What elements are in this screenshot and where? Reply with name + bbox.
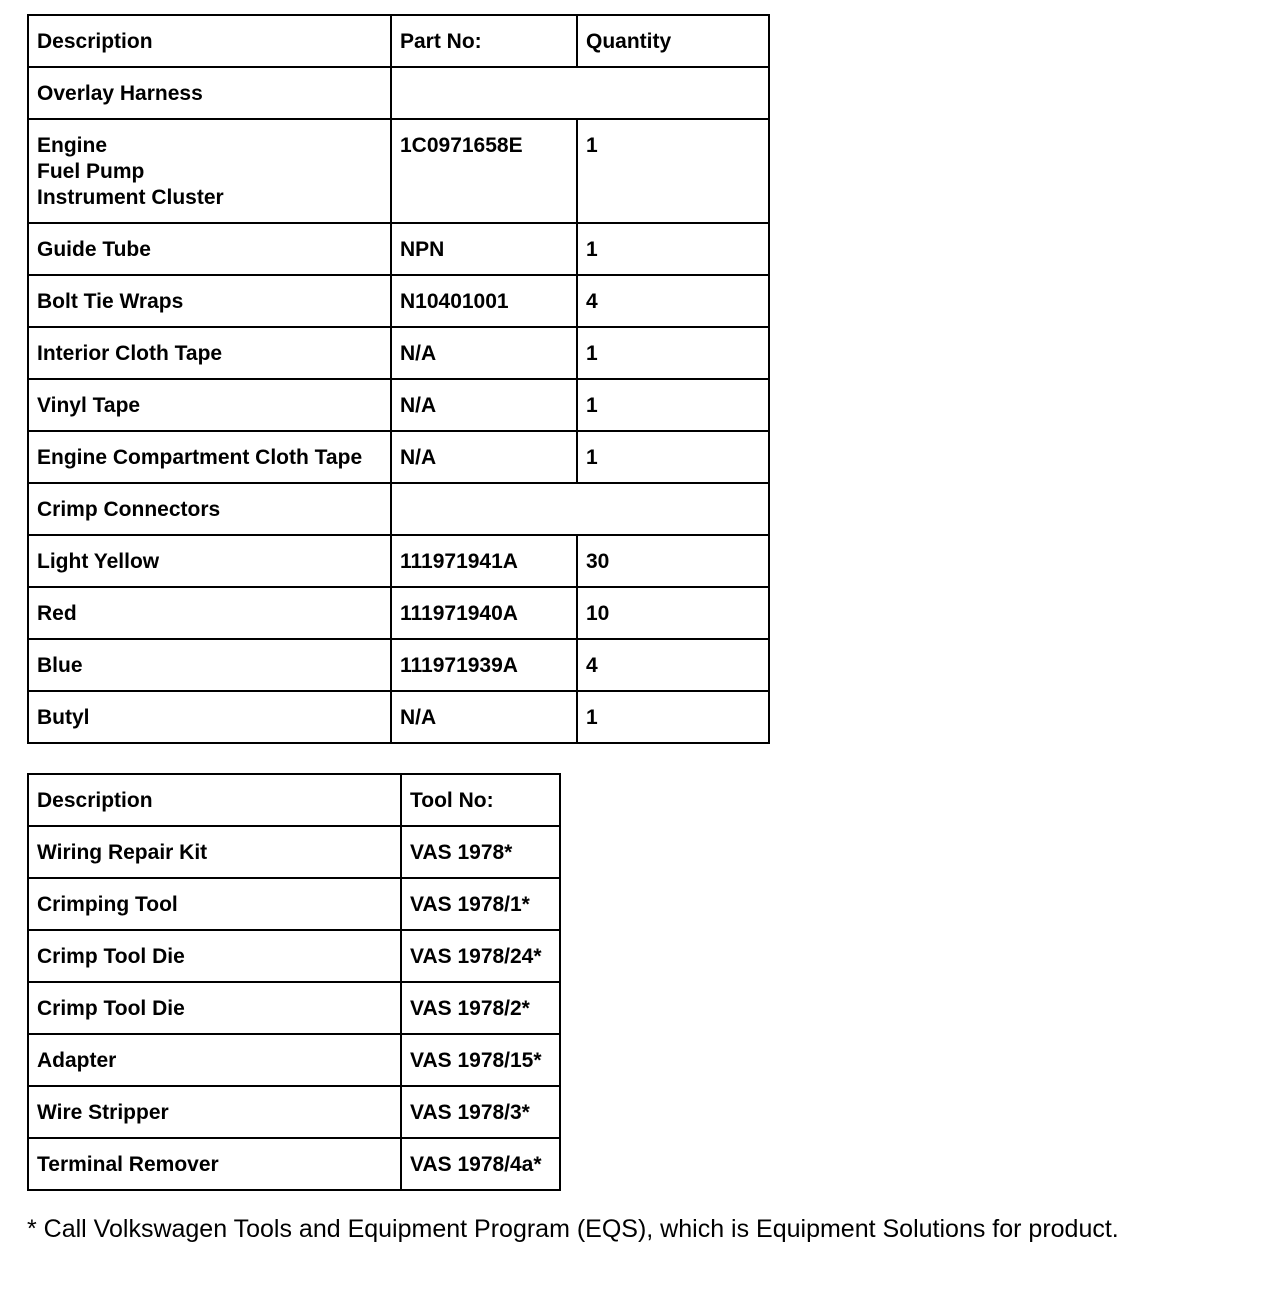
cell-part-no: N/A [391,691,577,743]
cell-part-no: N/A [391,379,577,431]
cell-description: Light Yellow [28,535,391,587]
cell-quantity: 1 [577,119,769,223]
column-header-description: Description [28,15,391,67]
table-row [28,826,560,878]
parts-table [27,14,770,744]
table-row [28,587,769,639]
empty-cell [391,67,769,119]
table-row [28,982,560,1034]
cell-quantity: 30 [577,535,769,587]
table-row [28,1086,560,1138]
cell-description: Crimp Tool Die [28,930,401,982]
cell-description: Vinyl Tape [28,379,391,431]
cell-description: Terminal Remover [28,1138,401,1190]
table-row [28,1138,560,1190]
cell-tool-no: VAS 1978/15* [401,1034,560,1086]
table-row [28,431,769,483]
description-line: Fuel Pump [37,160,145,183]
cell-description: Crimp Tool Die [28,982,401,1034]
table-row [28,275,769,327]
cell-description: Interior Cloth Tape [28,327,391,379]
cell-part-no: 1C0971658E [391,119,577,223]
cell-tool-no: VAS 1978* [401,826,560,878]
cell-quantity: 4 [577,275,769,327]
cell-part-no: 111971941A [391,535,577,587]
column-header-quantity: Quantity [577,15,769,67]
cell-tool-no: VAS 1978/2* [401,982,560,1034]
cell-quantity: 1 [577,691,769,743]
column-header-part-no: Part No: [391,15,577,67]
table-row [28,691,769,743]
cell-description: Wire Stripper [28,1086,401,1138]
cell-description: Engine Compartment Cloth Tape [28,431,391,483]
cell-description: Crimping Tool [28,878,401,930]
cell-description: Butyl [28,691,391,743]
cell-quantity: 1 [577,327,769,379]
footnote: * Call Volkswagen Tools and Equipment Program (EQS), which is Equipment Solutions for product. [27,1215,1119,1243]
section-label: Overlay Harness [28,67,391,119]
cell-description: Adapter [28,1034,401,1086]
table-row [28,119,769,223]
cell-tool-no: VAS 1978/24* [401,930,560,982]
table-row [28,1034,560,1086]
table-row [28,878,560,930]
table-row [28,327,769,379]
cell-quantity: 10 [577,587,769,639]
table-section-row [28,483,769,535]
cell-description: Wiring Repair Kit [28,826,401,878]
section-label: Crimp Connectors [28,483,391,535]
table-section-row [28,67,769,119]
cell-quantity: 4 [577,639,769,691]
cell-part-no: N10401001 [391,275,577,327]
cell-tool-no: VAS 1978/1* [401,878,560,930]
empty-cell [391,483,769,535]
column-header-tool-no: Tool No: [401,774,560,826]
description-line: Instrument Cluster [37,186,224,209]
table-row [28,535,769,587]
cell-quantity: 1 [577,431,769,483]
table-row [28,379,769,431]
cell-part-no: 111971940A [391,587,577,639]
cell-description: Guide Tube [28,223,391,275]
cell-tool-no: VAS 1978/3* [401,1086,560,1138]
cell-part-no: N/A [391,327,577,379]
column-header-description: Description [28,774,401,826]
table-row [28,639,769,691]
cell-quantity: 1 [577,379,769,431]
cell-part-no: NPN [391,223,577,275]
table-row [28,930,560,982]
cell-description [28,119,391,223]
cell-part-no: N/A [391,431,577,483]
table-row [28,223,769,275]
cell-quantity: 1 [577,223,769,275]
cell-description: Red [28,587,391,639]
description-line: Engine [37,134,108,157]
table-header-row [28,774,560,826]
tools-table [27,773,561,1191]
cell-description: Blue [28,639,391,691]
table-header-row [28,15,769,67]
cell-tool-no: VAS 1978/4a* [401,1138,560,1190]
cell-part-no: 111971939A [391,639,577,691]
cell-description: Bolt Tie Wraps [28,275,391,327]
